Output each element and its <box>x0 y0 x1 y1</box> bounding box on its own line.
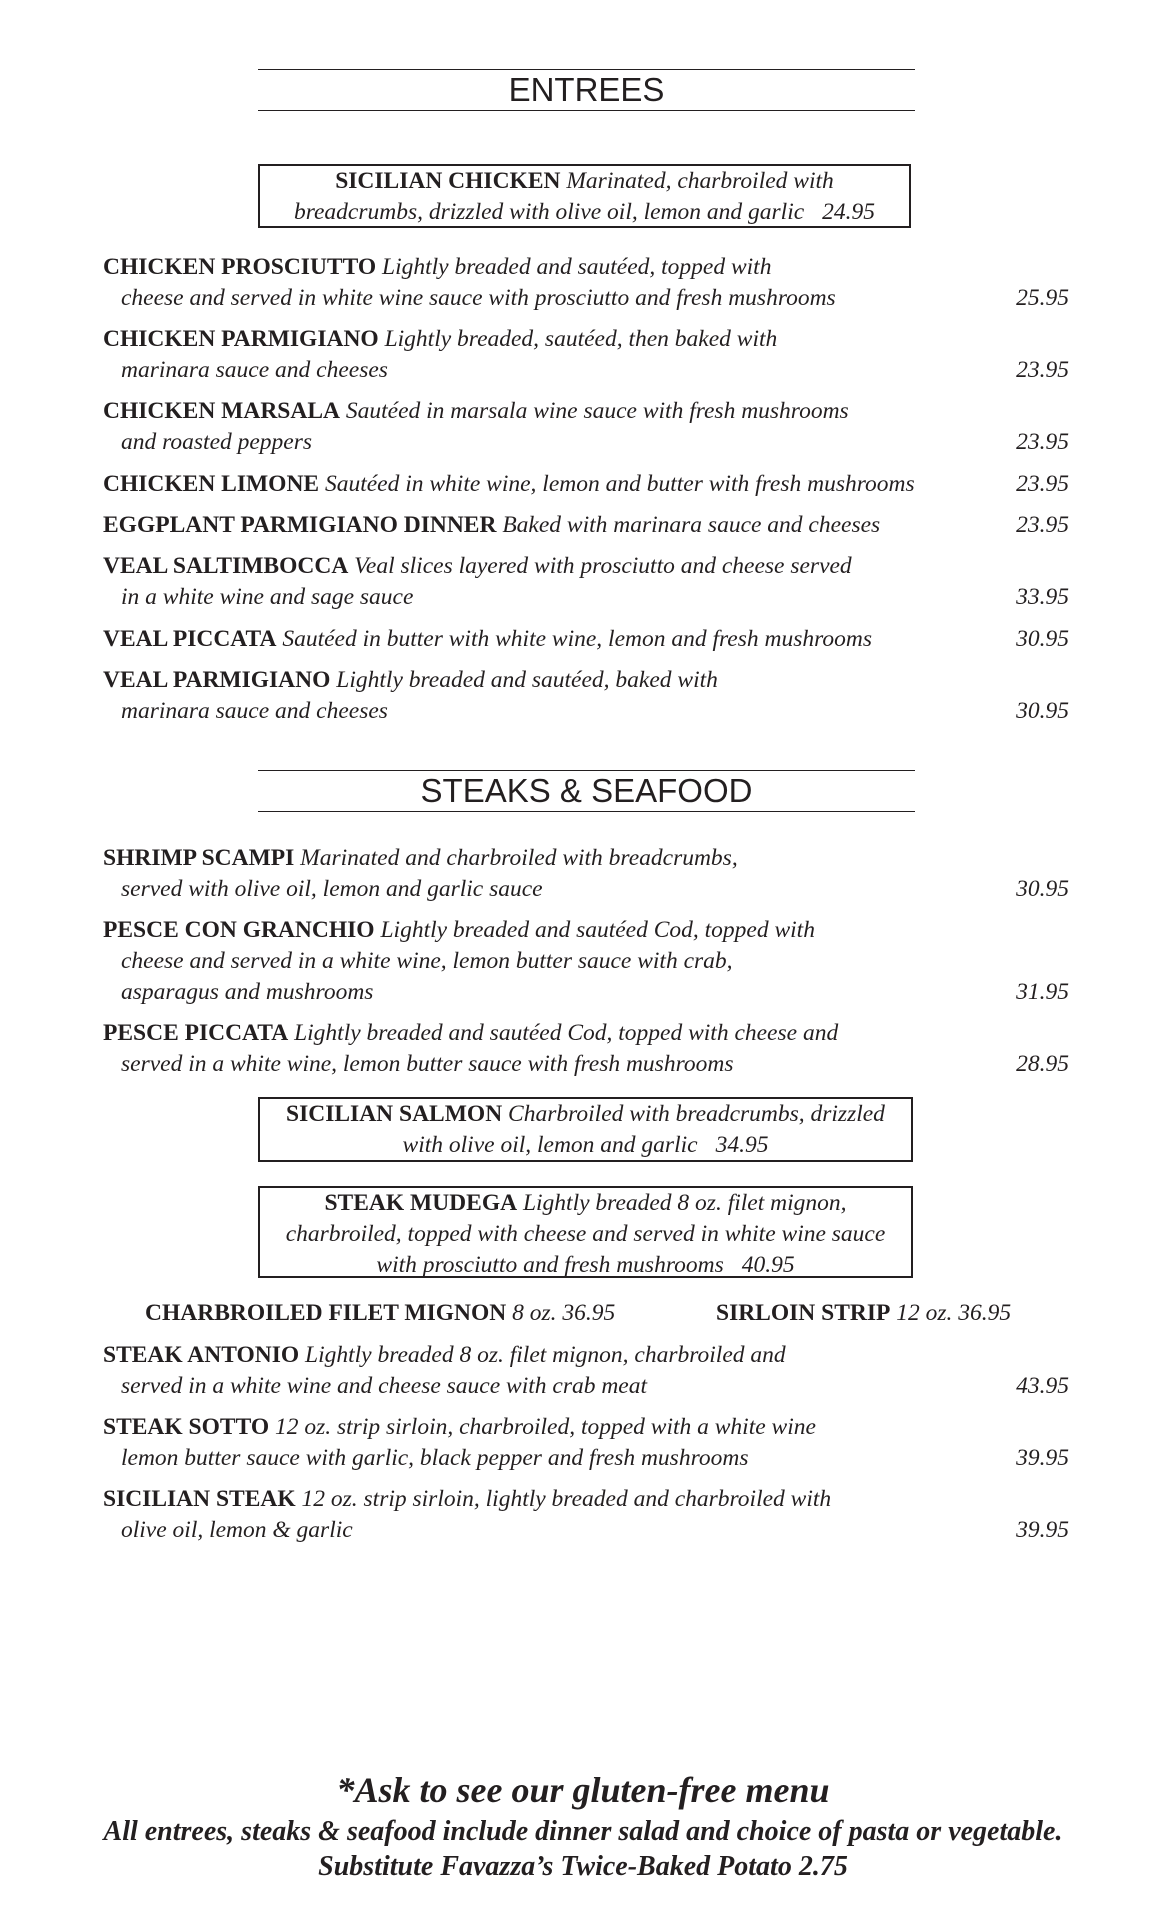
item-desc: asparagus and mushrooms <box>121 979 374 1005</box>
item-price: 33.95 <box>1016 584 1069 610</box>
menu-item-veal-saltimbocca <box>103 551 1069 613</box>
item-desc: 12 oz. strip sirloin, charbroiled, topped with a white wine <box>274 1414 816 1440</box>
item-desc: breadcrumbs, drizzled with olive oil, lemon and garlic <box>293 199 805 225</box>
item-desc: Lightly breaded and sautéed Cod, topped with <box>380 917 815 943</box>
item-desc: and roasted peppers <box>121 429 313 455</box>
item-price: 25.95 <box>1016 285 1069 311</box>
item-name: STEAK SOTTO <box>103 1414 270 1440</box>
item-price: 30.95 <box>1016 698 1069 724</box>
featured-sicilian-chicken <box>258 164 911 228</box>
item-price: 23.95 <box>1016 471 1069 497</box>
item-desc: 12 oz. 36.95 <box>896 1300 1012 1326</box>
menu-item-pesce-con-granchio <box>103 915 1069 1008</box>
item-desc: Lightly breaded and sautéed, baked with <box>336 667 718 693</box>
menu-item-steak-antonio <box>103 1340 1069 1402</box>
item-desc: served in a white wine and cheese sauce with crab meat <box>121 1373 648 1399</box>
item-name: VEAL PARMIGIANO <box>103 667 331 693</box>
item-desc: Lightly breaded 8 oz. filet mignon, <box>522 1190 847 1216</box>
menu-item-sirloin-strip <box>716 1298 1011 1329</box>
menu-item-chicken-prosciutto <box>103 252 1069 314</box>
item-desc: Lightly breaded, sautéed, then baked with <box>384 326 778 352</box>
item-price: 30.95 <box>1016 626 1069 652</box>
item-name: VEAL PICCATA <box>103 626 277 652</box>
item-price: 40.95 <box>741 1252 795 1278</box>
menu-item-veal-piccata <box>103 624 1069 655</box>
gluten-free-note: *Ask to see our gluten-free menu <box>336 1770 830 1810</box>
steaks-seafood-header: STEAKS & SEAFOOD <box>258 770 915 812</box>
entrees-header: ENTREES <box>258 69 915 111</box>
item-desc: lemon butter sauce with garlic, black pepper and fresh mushrooms <box>121 1445 749 1471</box>
item-name: EGGPLANT PARMIGIANO DINNER <box>103 512 497 538</box>
item-desc: with prosciutto and fresh mushrooms <box>376 1252 724 1278</box>
item-name: PESCE PICCATA <box>103 1020 289 1046</box>
item-desc: cheese and served in a white wine, lemon butter sauce with crab, <box>121 948 733 974</box>
item-name: SICILIAN SALMON <box>286 1101 503 1127</box>
item-name: STEAK MUDEGA <box>324 1190 518 1216</box>
item-price: 43.95 <box>1016 1373 1069 1399</box>
item-name: CHARBROILED FILET MIGNON <box>145 1300 507 1326</box>
featured-sicilian-salmon <box>258 1097 913 1162</box>
menu-item-eggplant-parmigiano <box>103 510 1069 541</box>
item-desc: Baked with marinara sauce and cheeses <box>502 512 881 538</box>
item-name: SIRLOIN STRIP <box>716 1300 891 1326</box>
item-name: SICILIAN STEAK <box>103 1486 296 1512</box>
item-desc: olive oil, lemon & garlic <box>121 1517 353 1543</box>
item-desc: Sautéed in white wine, lemon and butter with fresh mushrooms <box>324 471 915 497</box>
item-name: PESCE CON GRANCHIO <box>103 917 375 943</box>
item-desc: Lightly breaded 8 oz. filet mignon, charbroiled and <box>305 1342 786 1368</box>
item-desc: in a white wine and sage sauce <box>121 584 414 610</box>
menu-item-chicken-limone <box>103 469 1069 500</box>
item-price: 31.95 <box>1016 979 1069 1005</box>
item-desc: served in a white wine, lemon butter sauce with fresh mushrooms <box>121 1051 734 1077</box>
item-desc: Sautéed in marsala wine sauce with fresh mushrooms <box>345 398 849 424</box>
item-desc: with olive oil, lemon and garlic <box>402 1132 698 1158</box>
item-desc: marinara sauce and cheeses <box>121 357 388 383</box>
item-name: CHICKEN PROSCIUTTO <box>103 254 377 280</box>
item-desc: charbroiled, topped with cheese and served in white wine sauce <box>285 1221 886 1247</box>
menu-item-veal-parmigiano <box>103 665 1069 727</box>
item-name: CHICKEN LIMONE <box>103 471 320 497</box>
featured-line-2 <box>260 197 909 228</box>
item-name: VEAL SALTIMBOCCA <box>103 553 349 579</box>
item-name: CHICKEN PARMIGIANO <box>103 326 379 352</box>
item-name: SHRIMP SCAMPI <box>103 845 295 871</box>
menu-item-steak-sotto <box>103 1412 1069 1474</box>
menu-item-chicken-marsala <box>103 396 1069 458</box>
item-price: 23.95 <box>1016 429 1069 455</box>
menu-item-sicilian-steak <box>103 1484 1069 1546</box>
item-desc: 8 oz. 36.95 <box>512 1300 616 1326</box>
included-sides-note: All entrees, steaks & seafood include dinner salad and choice of pasta or vegetable. <box>103 1816 1063 1847</box>
item-name: SICILIAN CHICKEN <box>335 168 561 194</box>
item-name: STEAK ANTONIO <box>103 1342 300 1368</box>
item-price: 34.95 <box>715 1132 769 1158</box>
item-price: 28.95 <box>1016 1051 1069 1077</box>
item-desc: Charbroiled with breadcrumbs, drizzled <box>508 1101 885 1127</box>
item-price: 39.95 <box>1016 1517 1069 1543</box>
item-price: 23.95 <box>1016 357 1069 383</box>
item-name: CHICKEN MARSALA <box>103 398 340 424</box>
item-desc: marinara sauce and cheeses <box>121 698 388 724</box>
item-price: 39.95 <box>1016 1445 1069 1471</box>
potato-substitute-note: Substitute Favazza’s Twice-Baked Potato 2.75 <box>318 1851 848 1882</box>
item-desc: cheese and served in white wine sauce with prosciutto and fresh mushrooms <box>121 285 836 311</box>
item-desc: Veal slices layered with prosciutto and cheese served <box>354 553 852 579</box>
item-price: 30.95 <box>1016 876 1069 902</box>
item-desc: Lightly breaded and sautéed Cod, topped with cheese and <box>294 1020 839 1046</box>
item-desc: 12 oz. strip sirloin, lightly breaded and charbroiled with <box>301 1486 832 1512</box>
item-desc: Lightly breaded and sautéed, topped with <box>382 254 772 280</box>
item-desc: Marinated, charbroiled with <box>566 168 834 194</box>
menu-item-filet-mignon <box>145 1298 615 1329</box>
menu-item-chicken-parmigiano <box>103 324 1069 386</box>
featured-line-1 <box>260 166 909 197</box>
menu-item-shrimp-scampi <box>103 843 1069 905</box>
menu-item-pesce-piccata <box>103 1018 1069 1080</box>
item-price: 24.95 <box>822 199 876 225</box>
featured-steak-mudega <box>258 1186 913 1278</box>
item-desc: Marinated and charbroiled with breadcrumbs, <box>300 845 738 871</box>
item-price: 23.95 <box>1016 512 1069 538</box>
item-desc: served with olive oil, lemon and garlic sauce <box>121 876 543 902</box>
item-desc: Sautéed in butter with white wine, lemon and fresh mushrooms <box>282 626 872 652</box>
